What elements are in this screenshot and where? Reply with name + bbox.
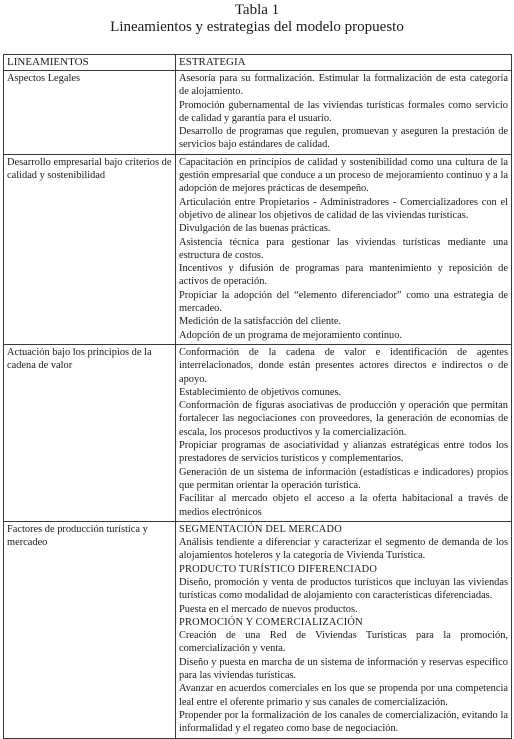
estrategia-subheading: SEGMENTACIÓN DEL MERCADO bbox=[179, 523, 342, 535]
estrategia-item: Desarrollo de programas que regulen, promuevan y aseguren la prestación de servicios bajo estándares de calidad. bbox=[179, 126, 508, 151]
estrategia-item: Asistencia técnica para gestionar las viviendas turísticas mediante una estructura de costos. bbox=[179, 236, 508, 261]
header-lineamientos: LINEAMIENTOS bbox=[4, 55, 176, 71]
estrategia-item: Medición de la satisfacción del cliente. bbox=[179, 316, 342, 328]
lineamiento-cell: Aspectos Legales bbox=[4, 71, 176, 155]
estrategia-item: Conformación de la cadena de valor e identificación de agentes interrelacionados, donde están presentes actores directos e indirectos o de apoyo. bbox=[179, 346, 508, 385]
estrategia-cell bbox=[176, 71, 512, 155]
estrategia-item: Creación de una Red de Viviendas Turísticas para la promoción, comercialización y venta. bbox=[179, 630, 508, 655]
table-title: Lineamientos y estrategias del modelo propuesto bbox=[110, 19, 404, 35]
estrategia-cell bbox=[176, 344, 512, 521]
estrategia-item: Establecimiento de objetivos comunes. bbox=[179, 386, 342, 398]
estrategia-item: Generación de un sistema de información (estadísticas e indicadores) propios que permitan orientar la operación turística. bbox=[179, 466, 508, 491]
estrategia-item: Diseño y puesta en marcha de un sistema de información y reservas específico para las viviendas turísticas. bbox=[179, 656, 508, 682]
estrategia-item: Propiciar programas de asociatividad y alianzas estratégicas entre todos los prestadores de servicios turísticos y complementarios. bbox=[179, 440, 508, 465]
table-header-row bbox=[4, 55, 512, 71]
estrategia-item: Asesoría para su formalización. Estimular la formalización de esta categoría de alojamiento. bbox=[179, 73, 508, 98]
estrategia-item: Conformación de figuras asociativas de producción y operación que permitan fortalecer las negociaciones con proveedores, la generación de economías de escala, los procesos productivos y la comercialización. bbox=[179, 400, 508, 438]
estrategia-item: Diseño, promoción y venta de productos turísticos que incluyan las viviendas turísticas como modalidad de alojamiento con características diferenciadas. bbox=[179, 576, 508, 602]
estrategia-item: Incentivos y difusión de programas para mantenimiento y reposición de activos de operación. bbox=[179, 263, 508, 288]
table-row bbox=[4, 71, 512, 155]
estrategia-item: Propender por la formalización de los canales de comercialización, evitando la informalidad y el regateo como base de negociación. bbox=[179, 709, 508, 735]
header-estrategia: ESTRATEGIA bbox=[176, 55, 512, 71]
table-row bbox=[4, 521, 512, 738]
estrategia-item: Adopción de un programa de mejoramiento continuo. bbox=[179, 329, 403, 341]
lineamiento-cell: Desarrollo empresarial bajo criterios de calidad y sostenibilidad bbox=[4, 154, 176, 344]
strategies-table bbox=[3, 54, 512, 739]
lineamiento-cell: Factores de producción turística y mercadeo bbox=[4, 521, 176, 738]
estrategia-item: Análisis tendiente a diferenciar y caracterizar el segmento de demanda de los alojamientos hoteleros y la categoría de Vivienda Turística. bbox=[179, 537, 508, 562]
estrategia-item: Articulación entre Propietarios - Administradores - Comercializadores con el objetivo de alinear los objetivos de calidad de las viviendas turísticas. bbox=[179, 196, 508, 221]
estrategia-item: Facilitar al mercado objeto el acceso a la oferta habitacional a través de medios electrónicos bbox=[179, 493, 508, 518]
estrategia-cell bbox=[176, 521, 512, 738]
table-body bbox=[4, 71, 512, 739]
estrategia-subheading: PROMOCIÓN Y COMERCIALIZACIÓN bbox=[179, 616, 363, 628]
table-caption bbox=[0, 2, 514, 36]
estrategia-item: Puesta en el mercado de nuevos productos. bbox=[179, 603, 358, 615]
estrategia-cell bbox=[176, 154, 512, 344]
estrategia-item: Promoción gubernamental de las viviendas turísticas formales como servicio de calidad y garantía para el usuario. bbox=[179, 99, 508, 124]
estrategia-item: Capacitación en principios de calidad y sostenibilidad como una cultura de la gestión empresarial que conduce a un proceso de mejoramiento continuo y a la adopción de mejores prácticas de desempeño. bbox=[179, 156, 508, 195]
table-number: Tabla 1 bbox=[234, 2, 280, 18]
estrategia-item: Avanzar en acuerdos comerciales en los que se propenda por una competencia leal entre el oferente primario y sus canales de comercialización. bbox=[179, 683, 508, 708]
table-row bbox=[4, 154, 512, 344]
lineamiento-cell: Actuación bajo los principios de la cadena de valor bbox=[4, 344, 176, 521]
estrategia-item: Propiciar la adopción del “elemento diferenciador” como una estrategia de mercadeo. bbox=[179, 289, 508, 315]
table-row bbox=[4, 344, 512, 521]
estrategia-item: Divulgación de las buenas prácticas. bbox=[179, 223, 331, 235]
estrategia-subheading: PRODUCTO TURÍSTICO DIFERENCIADO bbox=[179, 563, 378, 575]
